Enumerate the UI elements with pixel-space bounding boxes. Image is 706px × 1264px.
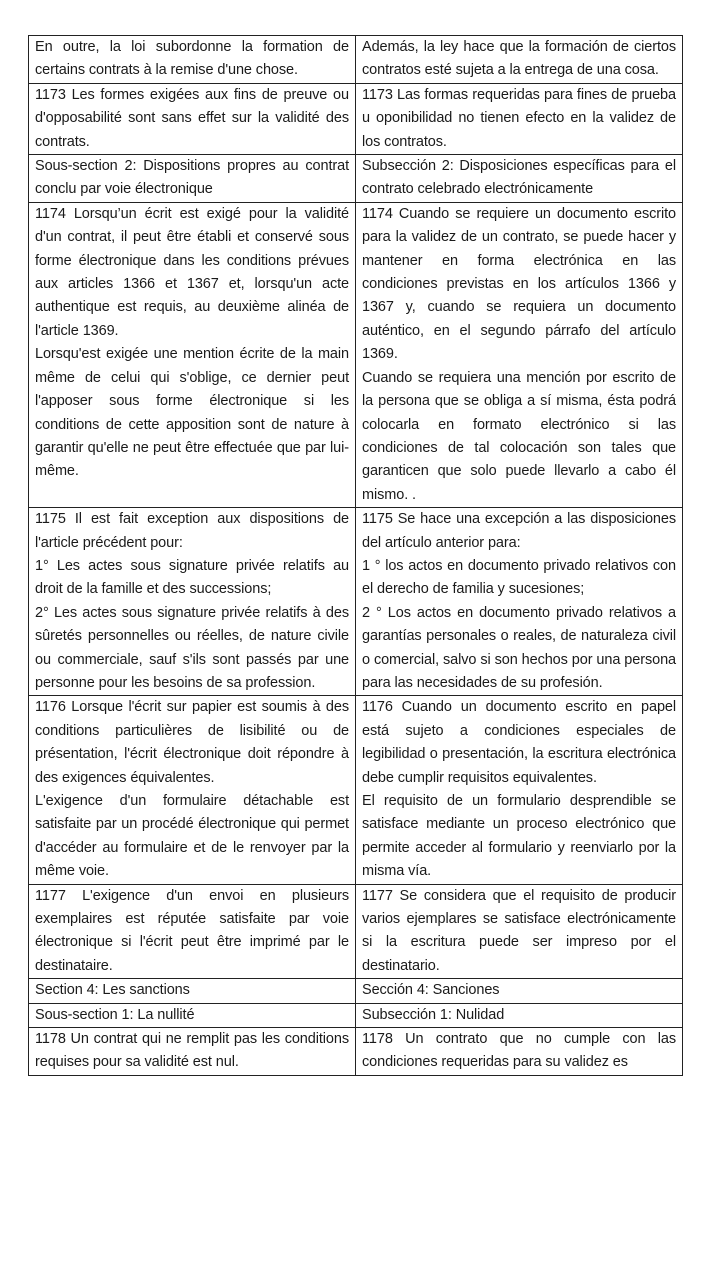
spanish-cell [356, 508, 683, 696]
french-cell [29, 202, 356, 507]
french-cell [29, 36, 356, 84]
paragraph: 1174 Lorsqu’un écrit est exigé pour la validité d'un contrat, il peut être établi et conservé sous forme électronique dans les conditions prévues aux articles 1366 et 1367 et, lorsqu'un acte authentique est requis, au deuxième alinéa de l'article 1369. [35, 205, 349, 339]
table-row [29, 1003, 683, 1027]
paragraph: 1174 Cuando se requiere un documento escrito para la validez de un contrato, se puede hacer y mantener en forma electrónica en las condiciones previstas en los artículos 1366 y 1367 y, cuando se requiera un documento auténtico, en el segundo párrafo del artículo 1369. [362, 205, 676, 363]
french-cell [29, 1028, 356, 1076]
paragraph: 1177 L'exigence d'un envoi en plusieurs exemplaires est réputée satisfaite par voie électronique si l'écrit peut être imprimé par le destinataire. [35, 887, 349, 974]
table-row [29, 1028, 683, 1076]
french-cell [29, 155, 356, 203]
french-cell [29, 508, 356, 696]
paragraph: 1177 Se considera que el requisito de producir varios ejemplares se satisface electrónicamente si la escritura puede ser impreso por el destinatario. [362, 887, 676, 974]
paragraph: 1178 Un contrat qui ne remplit pas les conditions requises pour sa validité est nul. [35, 1031, 349, 1071]
spanish-cell [356, 1028, 683, 1076]
french-cell [29, 83, 356, 154]
table-row [29, 979, 683, 1003]
paragraph: Subsección 2: Disposiciones específicas para el contrato celebrado electrónicamente [362, 158, 676, 198]
spanish-cell [356, 696, 683, 884]
spanish-cell [356, 884, 683, 979]
paragraph: 1173 Les formes exigées aux fins de preuve ou d'opposabilité sont sans effet sur la validité des contrats. [35, 86, 349, 150]
paragraph: Además, la ley hace que la formación de ciertos contratos esté sujeta a la entrega de una cosa. [362, 39, 676, 79]
table-row [29, 155, 683, 203]
french-cell [29, 979, 356, 1003]
paragraph: Cuando se requiera una mención por escrito de la persona que se obliga a sí misma, ésta podrá colocarla en formato electrónico si las condiciones de tal colocación son tales que garanticen que solo puede llevarlo a cabo él mismo. . [362, 369, 676, 503]
paragraph: L'exigence d'un formulaire détachable est satisfaite par un procédé électronique qui permet d'accéder au formulaire et de le renvoyer par la même voie. [35, 793, 349, 880]
french-cell [29, 696, 356, 884]
section-heading: Sección 4: Sanciones [362, 982, 500, 999]
paragraph: 1176 Lorsque l'écrit sur papier est soumis à des conditions particulières de lisibilité ou de présentation, l'écrit électronique doit répondre à des exigences équivalentes. [35, 699, 349, 786]
paragraph: 2 ° Los actos en documento privado relativos a garantías personales o reales, de naturaleza civil o comercial, salvo si son hechos por una persona para las necesidades de su profesión. [362, 604, 676, 691]
table-row [29, 696, 683, 884]
subsection-heading: Subsección 1: Nulidad [362, 1006, 505, 1023]
paragraph: 2° Les actes sous signature privée relatifs à des sûretés personnelles ou réelles, de nature civile ou commerciale, sauf s'ils sont passés par une personne pour les besoins de sa profession. [35, 604, 349, 691]
french-cell [29, 884, 356, 979]
section-heading: Section 4: Les sanctions [35, 982, 190, 999]
spanish-cell [356, 1003, 683, 1027]
paragraph: En outre, la loi subordonne la formation de certains contrats à la remise d'une chose. [35, 39, 349, 79]
paragraph: 1175 Se hace una excepción a las disposiciones del artículo anterior para: [362, 511, 676, 551]
spanish-cell [356, 83, 683, 154]
paragraph: 1173 Las formas requeridas para fines de prueba u oponibilidad no tienen efecto en la validez de los contratos. [362, 86, 676, 150]
paragraph: Sous-section 2: Dispositions propres au contrat conclu par voie électronique [35, 158, 349, 198]
table-row [29, 508, 683, 696]
french-cell [29, 1003, 356, 1027]
paragraph: El requisito de un formulario desprendible se satisface mediante un proceso electrónico que permite acceder al formulario y reenviarlo por la misma vía. [362, 793, 676, 880]
spanish-cell [356, 979, 683, 1003]
paragraph: Lorsqu'est exigée une mention écrite de la main même de celui qui s'oblige, ce dernier peut l'apposer sous forme électronique si les conditions de cette apposition sont de nature à garantir qu'elle ne peut être effectuée que par lui-même. [35, 346, 349, 480]
paragraph: 1178 Un contrato que no cumple con las condiciones requeridas para su validez es [362, 1031, 676, 1071]
spanish-cell [356, 202, 683, 507]
spanish-cell [356, 36, 683, 84]
spanish-cell [356, 155, 683, 203]
table-row [29, 884, 683, 979]
table-row [29, 83, 683, 154]
paragraph: 1176 Cuando un documento escrito en papel está sujeto a condiciones especiales de legibilidad o presentación, la escritura electrónica debe cumplir requisitos equivalentes. [362, 699, 676, 786]
paragraph: 1 ° los actos en documento privado relativos con el derecho de familia y sucesiones; [362, 557, 676, 598]
table-row [29, 202, 683, 507]
paragraph: 1175 Il est fait exception aux dispositions de l'article précédent pour: [35, 511, 349, 551]
table-row [29, 36, 683, 84]
paragraph: 1° Les actes sous signature privée relatifs au droit de la famille et des successions; [35, 557, 349, 598]
bilingual-table [28, 35, 683, 1076]
subsection-heading: Sous-section 1: La nullité [35, 1006, 195, 1023]
